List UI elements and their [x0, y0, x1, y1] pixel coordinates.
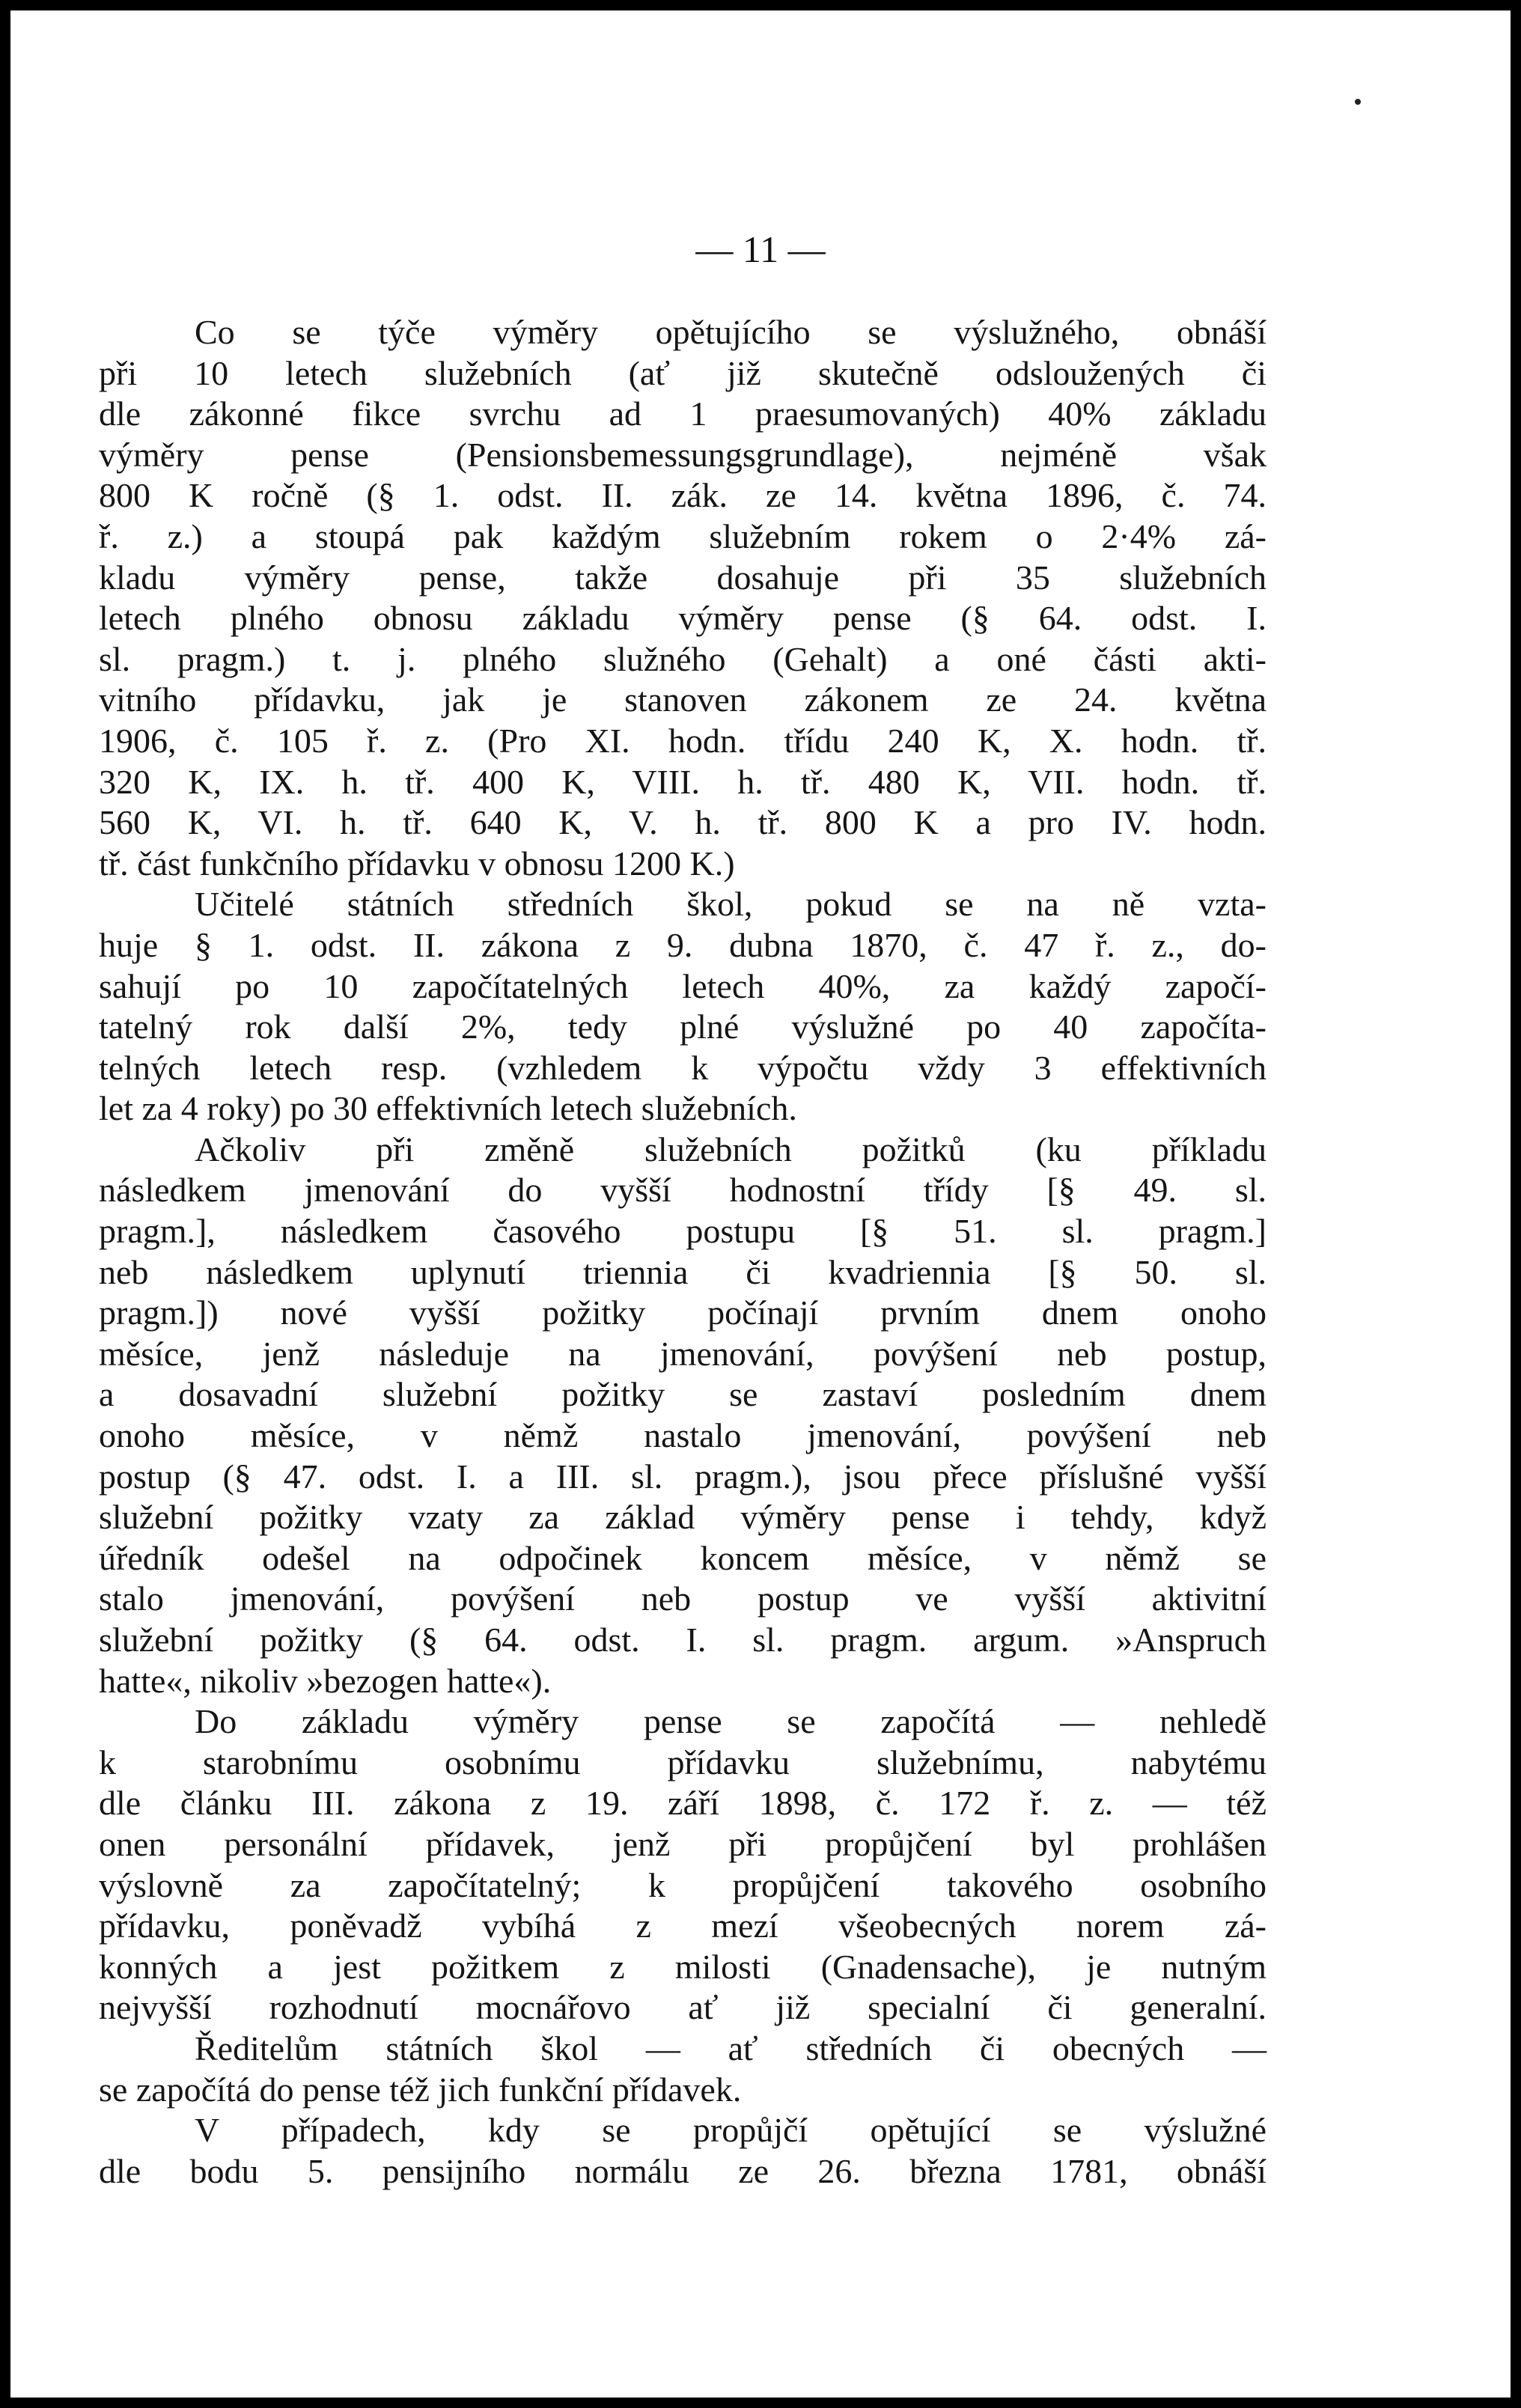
text-line: úředník odešel na odpočinek koncem měsíce, v němž se	[99, 1538, 1267, 1577]
text-line: dle zákonné fikce svrchu ad 1 praesumovaných) 40% základu	[99, 394, 1267, 433]
text-line: služební požitky vzaty za základ výměry pense i tehdy, když	[99, 1498, 1267, 1537]
text-line: 320 K, IX. h. tř. 400 K, VIII. h. tř. 480 K, VII. hodn. tř.	[99, 762, 1267, 801]
text-line: při 10 letech služebních (ať již skutečně odsloužených či	[99, 353, 1267, 392]
text-line: tatelný rok další 2%, tedy plné výslužné po 40 započíta-	[99, 1008, 1267, 1046]
text-line: ř. z.) a stoupá pak každým služebním rokem o 2·4% zá-	[99, 516, 1267, 555]
text-line: měsíce, jenž následuje na jmenování, povýšení neb postup,	[99, 1334, 1267, 1373]
dust-speck	[1355, 99, 1361, 105]
text-line: kladu výměry pense, takže dosahuje při 35 služebních	[99, 558, 1267, 597]
text-line: se započítá do pense též jich funkční přídavek.	[99, 2070, 742, 2109]
text-line: Učitelé státních středních škol, pokud se na ně vzta-	[195, 885, 1267, 924]
text-line: 800 K ročně (§ 1. odst. II. zák. ze 14. května 1896, č. 74.	[99, 476, 1267, 515]
text-line: huje § 1. odst. II. zákona z 9. dubna 1870, č. 47 ř. z., do-	[99, 925, 1267, 964]
text-line: dle bodu 5. pensijního normálu ze 26. března 1781, obnáší	[99, 2151, 1267, 2190]
text-line: vitního přídavku, jak je stanoven zákonem ze 24. května	[99, 680, 1267, 719]
text-line: hatte«, nikoliv »bezogen hatte«).	[99, 1661, 552, 1700]
text-line: výslovně za započítatelný; k propůjčení takového osobního	[99, 1865, 1267, 1904]
text-line: a dosavadní služební požitky se zastaví posledním dnem	[99, 1375, 1267, 1414]
text-line: sahují po 10 započítatelných letech 40%, za každý započí-	[99, 966, 1267, 1005]
text-line: nejvyšší rozhodnutí mocnářovo ať již specialní či generalní.	[99, 1988, 1267, 2027]
text-line: neb následkem uplynutí triennia či kvadriennia [§ 50. sl.	[99, 1252, 1267, 1291]
text-line: letech plného obnosu základu výměry pense (§ 64. odst. I.	[99, 599, 1267, 638]
text-line: postup (§ 47. odst. I. a III. sl. pragm.), jsou přece příslušné vyšší	[99, 1457, 1267, 1496]
text-line: 560 K, VI. h. tř. 640 K, V. h. tř. 800 K a pro IV. hodn.	[99, 803, 1267, 842]
scanned-page	[10, 10, 1511, 2398]
text-line: přídavku, poněvadž vybíhá z mezí všeobecných norem zá-	[99, 1906, 1267, 1945]
text-line: V případech, kdy se propůjčí opětující se výslužné	[195, 2111, 1267, 2150]
text-line: stalo jmenování, povýšení neb postup ve vyšší aktivitní	[99, 1579, 1267, 1618]
text-line: Do základu výměry pense se započítá — nehledě	[195, 1702, 1267, 1741]
text-line: Co se týče výměry opětujícího se výslužného, obnáší	[195, 313, 1267, 351]
text-line: dle článku III. zákona z 19. září 1898, č. 172 ř. z. — též	[99, 1784, 1267, 1823]
text-line: pragm.], následkem časového postupu [§ 51. sl. pragm.]	[99, 1212, 1267, 1251]
text-line: let za 4 roky) po 30 effektivních letech služebních.	[99, 1089, 797, 1128]
text-line: onoho měsíce, v němž nastalo jmenování, povýšení neb	[99, 1416, 1267, 1455]
text-line: sl. pragm.) t. j. plného služného (Gehalt) a oné části akti-	[99, 639, 1267, 678]
page-number: — 11 —	[695, 228, 826, 270]
text-line: onen personální přídavek, jenž při propůjčení byl prohlášen	[99, 1824, 1267, 1863]
text-line: telných letech resp. (vzhledem k výpočtu vždy 3 effektivních	[99, 1048, 1267, 1087]
text-line: Ředitelům státních škol — ať středních či obecných —	[195, 2028, 1267, 2067]
text-line: k starobnímu osobnímu přídavku služebnímu, nabytému	[99, 1743, 1267, 1781]
text-line: Ačkoliv při změně služebních požitků (ku příkladu	[195, 1130, 1267, 1168]
text-line: konných a jest požitkem z milosti (Gnadensache), je nutným	[99, 1947, 1267, 1986]
text-line: tř. část funkčního přídavku v obnosu 1200 K.)	[99, 844, 735, 883]
text-line: následkem jmenování do vyšší hodnostní třídy [§ 49. sl.	[99, 1171, 1267, 1210]
text-line: výměry pense (Pensionsbemessungsgrundlage), nejméně však	[99, 435, 1267, 474]
text-line: pragm.]) nové vyšší požitky počínají prvním dnem onoho	[99, 1293, 1267, 1332]
text-line: 1906, č. 105 ř. z. (Pro XI. hodn. třídu 240 K, X. hodn. tř.	[99, 721, 1267, 760]
body-text	[99, 312, 1267, 2192]
text-line: služební požitky (§ 64. odst. I. sl. pragm. argum. »Anspruch	[99, 1621, 1267, 1659]
